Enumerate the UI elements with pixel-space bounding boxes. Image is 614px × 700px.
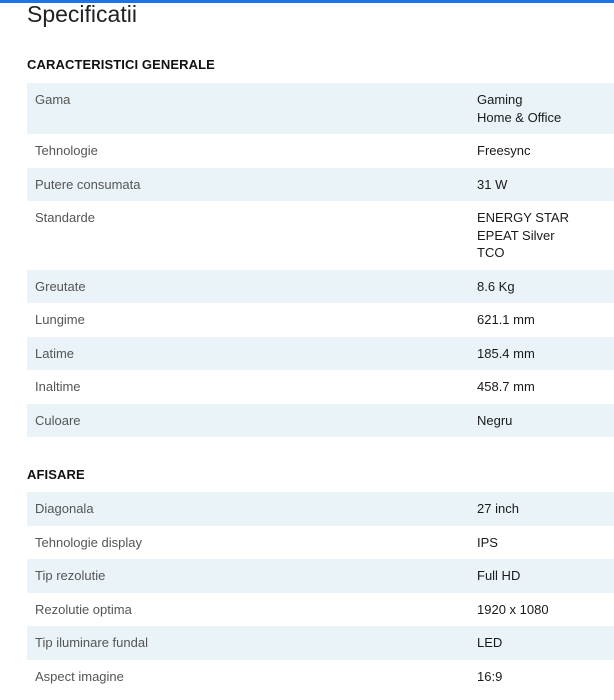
spec-value-line: Home & Office (477, 109, 562, 125)
spec-row (27, 270, 614, 304)
spec-label: Tip rezolutie (35, 568, 106, 583)
section-title-general: CARACTERISTICI GENERALE (27, 57, 215, 72)
spec-value (477, 134, 614, 168)
spec-value (477, 526, 614, 560)
spec-row (27, 370, 614, 404)
spec-value (477, 593, 614, 627)
spec-value-line: TCO (477, 245, 505, 260)
spec-row (27, 134, 614, 168)
spec-value-line: IPS (477, 534, 498, 550)
section-title-display: AFISARE (27, 467, 85, 482)
spec-value-line: 31 W (477, 176, 508, 192)
spec-value (477, 168, 614, 202)
spec-row (27, 593, 614, 627)
spec-value (477, 337, 614, 371)
spec-value (477, 492, 614, 526)
spec-value (477, 370, 614, 404)
spec-value (477, 270, 614, 304)
spec-label: Putere consumata (35, 176, 141, 192)
spec-label: Rezolutie optima (35, 601, 132, 617)
spec-row (27, 168, 614, 202)
spec-row (27, 337, 614, 371)
spec-value-line: 8.6 Kg (477, 278, 515, 294)
spec-value-line: 185.4 mm (477, 345, 535, 361)
spec-label: Lungime (35, 312, 85, 327)
spec-value-line: Freesync (477, 143, 531, 158)
spec-label: Culoare (35, 412, 81, 428)
spec-value-line: 16:9 (477, 668, 503, 684)
spec-label: Tip iluminare fundal (35, 635, 148, 650)
page-title: Specificatii (27, 1, 137, 27)
spec-label: Gama (35, 92, 71, 107)
spec-value-line: 458.7 mm (477, 379, 535, 394)
spec-value-line: 1920 x 1080 (477, 601, 549, 617)
spec-value (477, 201, 614, 270)
spec-value-line: 621.1 mm (477, 312, 535, 327)
spec-value-line: Gaming (477, 92, 523, 107)
spec-row (27, 626, 614, 660)
spec-label: Standarde (35, 210, 95, 225)
spec-value (477, 83, 614, 134)
spec-value (477, 303, 614, 337)
spec-row (27, 492, 614, 526)
spec-value-line: Negru (477, 412, 513, 428)
spec-table-display (27, 492, 614, 693)
spec-label: Tehnologie display (35, 534, 142, 550)
spec-label: Greutate (35, 278, 86, 294)
spec-label: Diagonala (35, 501, 94, 516)
spec-row (27, 83, 614, 134)
spec-value-line: EPEAT Silver (477, 227, 555, 243)
spec-value-line: LED (477, 635, 503, 650)
spec-value-line: ENERGY STAR (477, 210, 569, 225)
spec-label: Inaltime (35, 379, 81, 394)
spec-value-line: 27 inch (477, 501, 519, 516)
spec-label: Aspect imagine (35, 668, 124, 684)
spec-value (477, 660, 614, 694)
spec-value-line: Full HD (477, 568, 521, 583)
spec-row (27, 559, 614, 593)
spec-value (477, 626, 614, 660)
spec-value (477, 559, 614, 593)
spec-row (27, 660, 614, 694)
spec-label: Tehnologie (35, 143, 98, 158)
spec-value (477, 404, 614, 438)
spec-row (27, 526, 614, 560)
spec-row (27, 404, 614, 438)
spec-table-general (27, 83, 614, 437)
spec-label: Latime (35, 345, 75, 361)
spec-row (27, 201, 614, 270)
spec-row (27, 303, 614, 337)
